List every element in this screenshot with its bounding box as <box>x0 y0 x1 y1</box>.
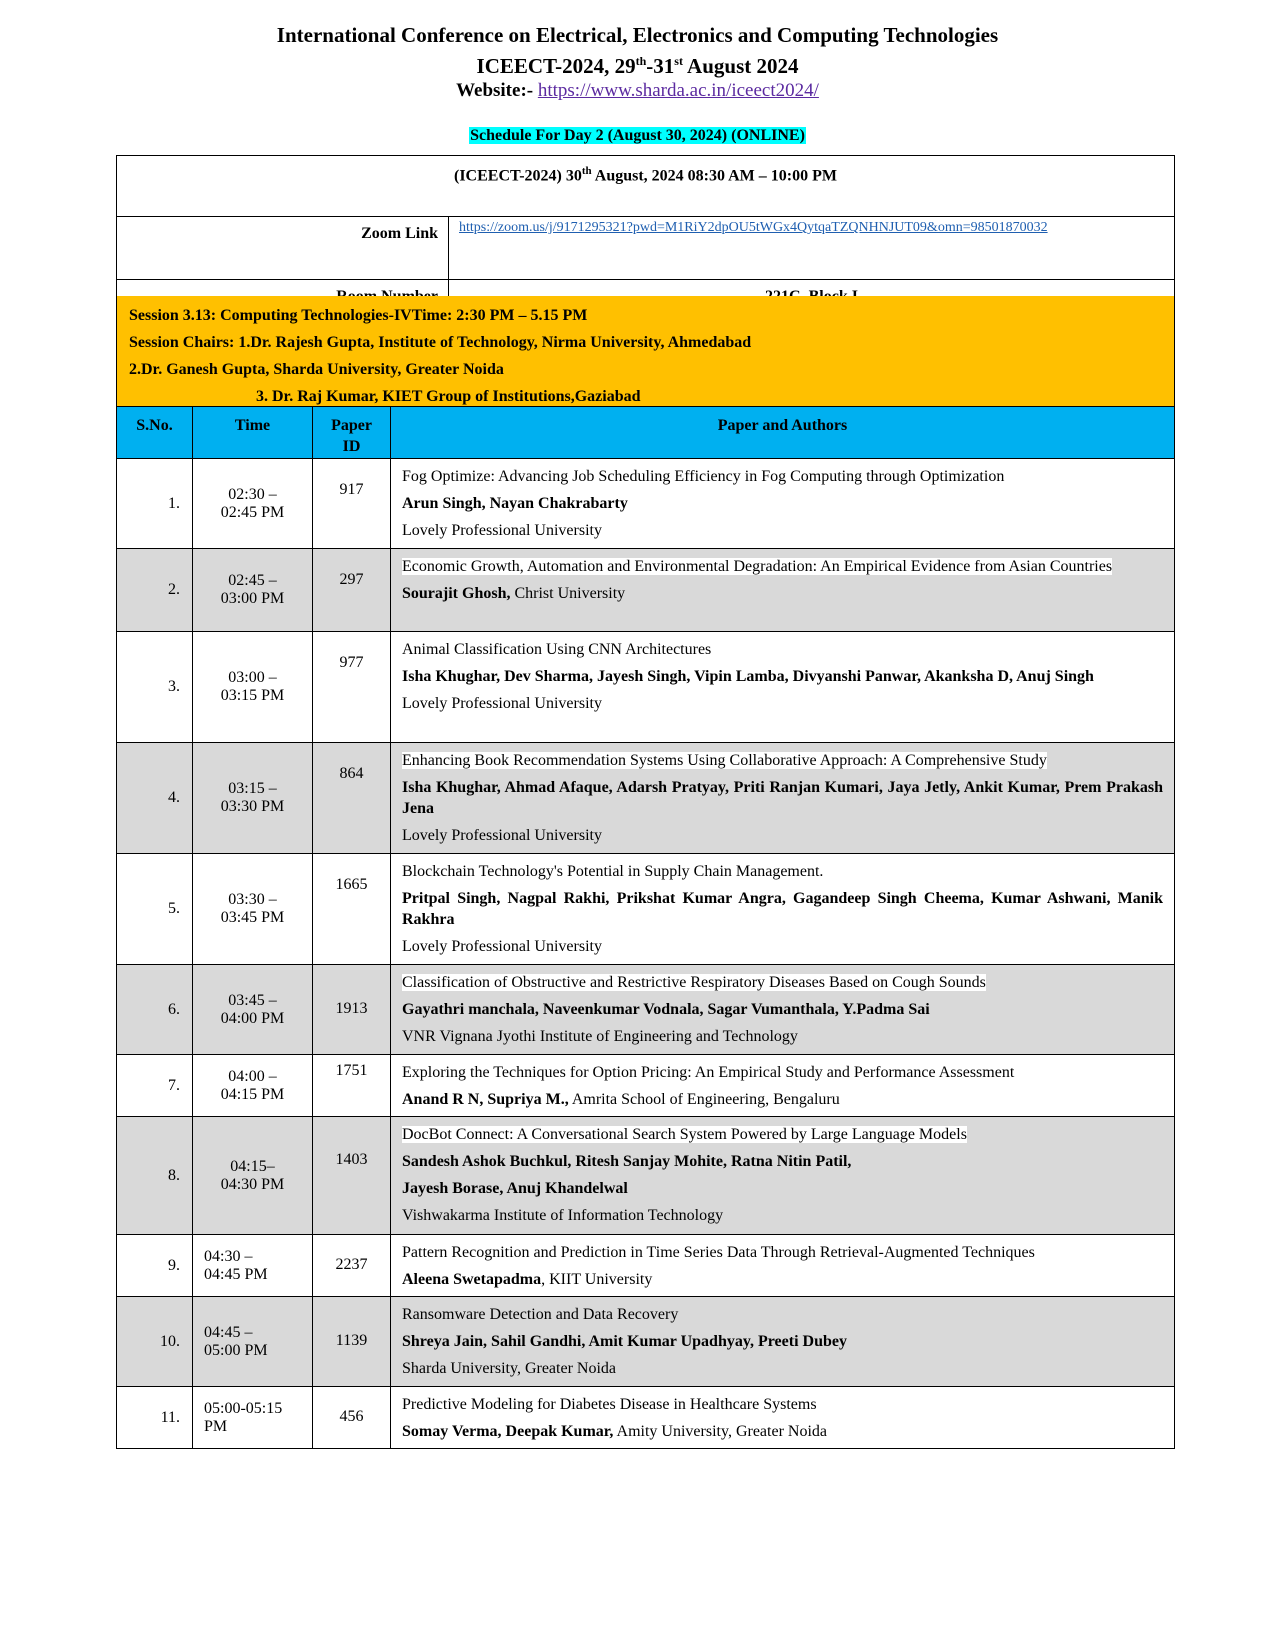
paper-authors: Shreya Jain, Sahil Gandhi, Amit Kumar Upadhyay, Preeti Dubey <box>402 1333 847 1350</box>
row-time: 03:15 – 03:30 PM <box>193 743 313 854</box>
paper-title: Ransomware Detection and Data Recovery <box>402 1306 679 1323</box>
table-row <box>117 459 1175 549</box>
paper-title: DocBot Connect: A Conversational Search System Powered by Large Language Models <box>402 1126 967 1143</box>
row-paper <box>391 965 1175 1055</box>
col-header-paper-id: Paper ID <box>313 407 391 459</box>
row-paper-id: 1403 <box>313 1117 391 1235</box>
paper-authors: Gayathri manchala, Naveenkumar Vodnala, Sagar Vumanthala, Y.Padma Sai <box>402 1001 930 1018</box>
conference-edition: ICEECT-2024, 29th-31st August 2024 <box>476 54 799 78</box>
row-time: 03:30 – 03:45 PM <box>193 854 313 965</box>
row-sno: 2. <box>117 549 193 632</box>
row-paper <box>391 549 1175 632</box>
paper-title: Fog Optimize: Advancing Job Scheduling Efficiency in Fog Computing through Optimization <box>402 468 1005 485</box>
table-row <box>117 965 1175 1055</box>
conference-name: International Conference on Electrical, Electronics and Computing Technologies <box>276 23 999 47</box>
row-paper-id: 917 <box>313 459 391 549</box>
row-time: 02:45 – 03:00 PM <box>193 549 313 632</box>
row-paper-id: 1913 <box>313 965 391 1055</box>
table-row <box>117 1117 1175 1235</box>
row-sno: 8. <box>117 1117 193 1235</box>
row-sno: 9. <box>117 1235 193 1297</box>
paper-title: Pattern Recognition and Prediction in Time Series Data Through Retrieval-Augmented Techniques <box>402 1244 1035 1261</box>
website-label: Website:- <box>456 80 538 101</box>
row-sno: 3. <box>117 632 193 743</box>
paper-affiliation: Amity University, Greater Noida <box>613 1423 827 1440</box>
paper-authors: Somay Verma, Deepak Kumar, <box>402 1423 614 1440</box>
row-sno: 10. <box>117 1297 193 1387</box>
row-time: 03:45 – 04:00 PM <box>193 965 313 1055</box>
row-time: 04:00 – 04:15 PM <box>193 1055 313 1117</box>
paper-title: Classification of Obstructive and Restrictive Respiratory Diseases Based on Cough Sounds <box>402 974 986 991</box>
paper-title: Animal Classification Using CNN Architectures <box>402 641 712 658</box>
paper-affiliation: Amrita School of Engineering, Bengaluru <box>568 1091 840 1108</box>
row-sno: 1. <box>117 459 193 549</box>
row-time: 04:45 – 05:00 PM <box>193 1297 313 1387</box>
paper-authors: Jayesh Borase, Anuj Khandelwal <box>402 1180 628 1197</box>
row-paper <box>391 1297 1175 1387</box>
paper-title: Predictive Modeling for Diabetes Disease in Healthcare Systems <box>402 1396 817 1413</box>
row-paper-id: 864 <box>313 743 391 854</box>
paper-authors: Pritpal Singh, Nagpal Rakhi, Prikshat Kumar Angra, Gagandeep Singh Cheema, Kumar Ashwani, Manik Rakhra <box>402 890 1163 928</box>
row-time: 03:00 – 03:15 PM <box>193 632 313 743</box>
paper-authors: Isha Khughar, Dev Sharma, Jayesh Singh, Vipin Lamba, Divyanshi Panwar, Akanksha D, Anuj Singh <box>402 668 1094 685</box>
document-header <box>0 22 1275 103</box>
row-paper <box>391 743 1175 854</box>
row-sno: 6. <box>117 965 193 1055</box>
paper-affiliation: Lovely Professional University <box>402 695 602 712</box>
zoom-label: Zoom Link <box>117 217 449 280</box>
row-paper-id: 1665 <box>313 854 391 965</box>
row-paper-id: 456 <box>313 1387 391 1449</box>
paper-affiliation: VNR Vignana Jyothi Institute of Engineering and Technology <box>402 1028 798 1045</box>
paper-affiliation: Lovely Professional University <box>402 522 602 539</box>
paper-affiliation: Sharda University, Greater Noida <box>402 1360 616 1377</box>
table-row <box>117 1387 1175 1449</box>
row-paper-id: 2237 <box>313 1235 391 1297</box>
session-info-table <box>116 155 1175 315</box>
session-title: Session 3.13: Computing Technologies-IVTime: 2:30 PM – 5.15 PM <box>129 307 588 324</box>
paper-affiliation: Christ University <box>510 585 626 602</box>
row-paper <box>391 1235 1175 1297</box>
row-paper <box>391 854 1175 965</box>
row-paper <box>391 1055 1175 1117</box>
zoom-link[interactable]: https://zoom.us/j/9171295321?pwd=M1RiY2dpOU5tWGx4QytqaTZQNHNJUT09&omn=98501870032 <box>459 220 1048 235</box>
paper-affiliation: Vishwakarma Institute of Information Technology <box>402 1207 724 1224</box>
paper-authors: Sandesh Ashok Buchkul, Ritesh Sanjay Mohite, Ratna Nitin Patil, <box>402 1153 852 1170</box>
event-datetime: (ICEECT-2024) 30th August, 2024 08:30 AM – 10:00 PM <box>117 156 1175 217</box>
row-sno: 11. <box>117 1387 193 1449</box>
paper-affiliation: , KIIT University <box>541 1271 653 1288</box>
table-row <box>117 632 1175 743</box>
row-paper-id: 977 <box>313 632 391 743</box>
row-time: 04:15– 04:30 PM <box>193 1117 313 1235</box>
row-paper <box>391 459 1175 549</box>
table-row <box>117 1235 1175 1297</box>
table-row <box>117 854 1175 965</box>
paper-authors: Isha Khughar, Ahmad Afaque, Adarsh Pratyay, Priti Ranjan Kumari, Jaya Jetly, Ankit Kumar, Prem Prakash Jena <box>402 779 1163 817</box>
paper-authors: Aleena Swetapadma <box>402 1271 542 1288</box>
session-chairs: Session Chairs: 1.Dr. Rajesh Gupta, Institute of Technology, Nirma University, Ahmedabad <box>129 334 752 351</box>
col-header-paper: Paper and Authors <box>391 407 1175 459</box>
row-time: 02:30 – 02:45 PM <box>193 459 313 549</box>
schedule-table <box>116 406 1175 1449</box>
paper-title: Enhancing Book Recommendation Systems Using Collaborative Approach: A Comprehensive Study <box>402 752 1047 769</box>
row-paper-id: 297 <box>313 549 391 632</box>
table-row <box>117 743 1175 854</box>
website-link[interactable]: https://www.sharda.ac.in/iceect2024/ <box>537 80 819 101</box>
row-time: 04:30 – 04:45 PM <box>193 1235 313 1297</box>
row-paper-id: 1751 <box>313 1055 391 1117</box>
table-row <box>117 1055 1175 1117</box>
session-chair-3: 3. Dr. Raj Kumar, KIET Group of Institutions,Gaziabad <box>256 388 641 405</box>
row-paper <box>391 1387 1175 1449</box>
schedule-title: Schedule For Day 2 (August 30, 2024) (ONLINE) <box>470 127 805 144</box>
row-sno: 4. <box>117 743 193 854</box>
session-banner <box>116 296 1175 406</box>
paper-authors: Sourajit Ghosh, <box>402 585 511 602</box>
row-paper-id: 1139 <box>313 1297 391 1387</box>
row-paper <box>391 1117 1175 1235</box>
table-row <box>117 1297 1175 1387</box>
paper-authors: Arun Singh, Nayan Chakrabarty <box>402 495 628 512</box>
session-chair-2: 2.Dr. Ganesh Gupta, Sharda University, Greater Noida <box>129 361 504 378</box>
website-line <box>0 79 1275 103</box>
row-sno: 5. <box>117 854 193 965</box>
col-header-time: Time <box>193 407 313 459</box>
col-header-sno: S.No. <box>117 407 193 459</box>
paper-title: Blockchain Technology's Potential in Supply Chain Management. <box>402 863 824 880</box>
paper-title: Exploring the Techniques for Option Pricing: An Empirical Study and Performance Assessment <box>402 1064 1015 1081</box>
row-sno: 7. <box>117 1055 193 1117</box>
paper-authors: Anand R N, Supriya M., <box>402 1091 569 1108</box>
table-row <box>117 549 1175 632</box>
paper-title: Economic Growth, Automation and Environmental Degradation: An Empirical Evidence from Asian Countries <box>402 558 1113 575</box>
paper-affiliation: Lovely Professional University <box>402 827 602 844</box>
paper-affiliation: Lovely Professional University <box>402 938 602 955</box>
row-time: 05:00-05:15 PM <box>193 1387 313 1449</box>
row-paper <box>391 632 1175 743</box>
